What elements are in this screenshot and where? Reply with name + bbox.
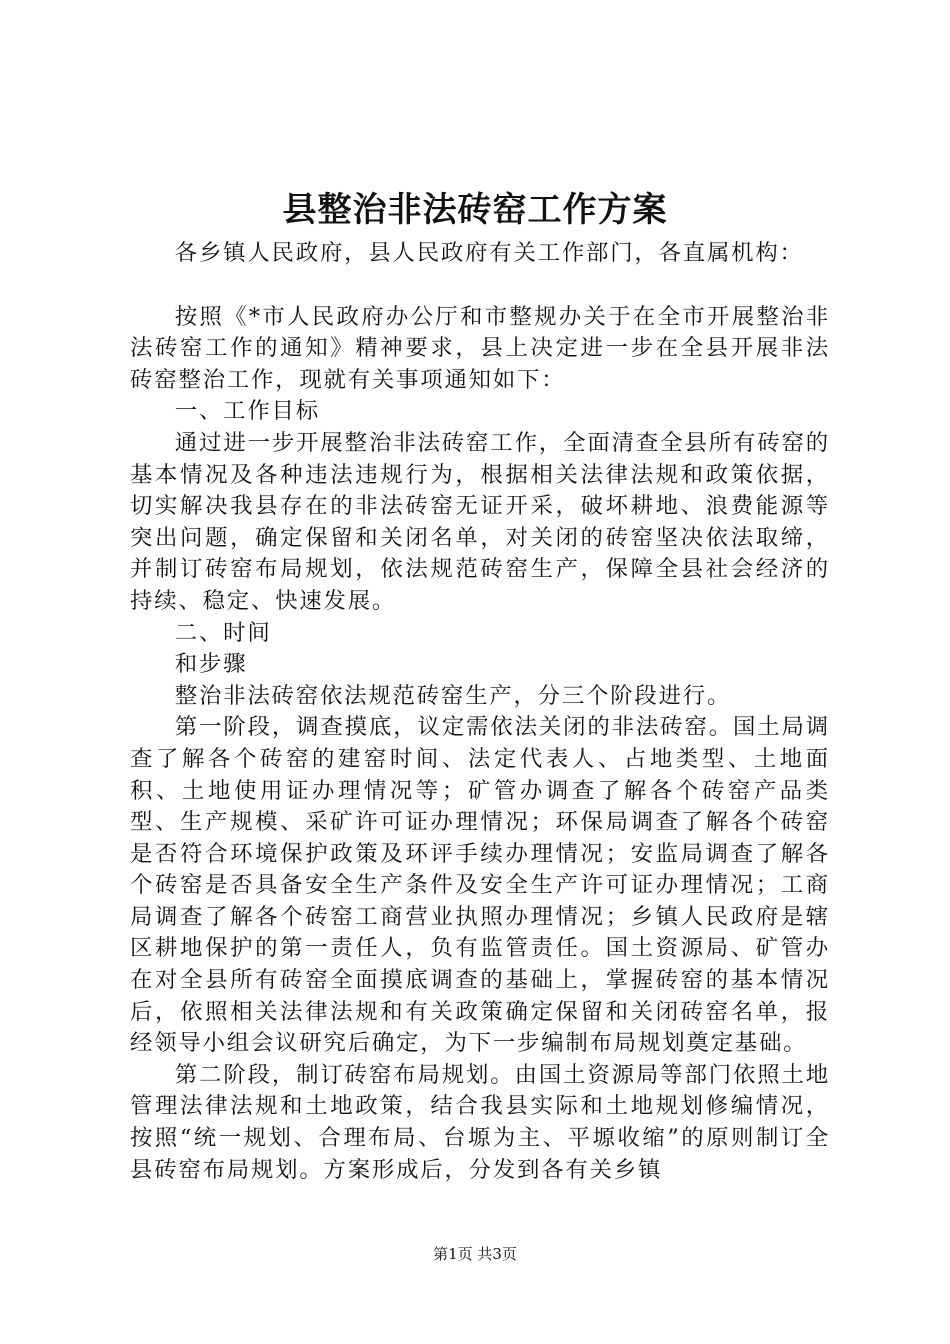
paragraph-stage-two: 第二阶段，制订砖窑布局规划。由国土资源局等部门依照土地管理法律法规和土地政策，结合我县实际和土地规划修编情况，按照“统一规划、合理布局、台塬为主、平塬收缩”的原则制订全县砖窑布局规划。方案形成后，分发到各有关乡镇 xyxy=(130,1061,830,1183)
paragraph-stage-one: 第一阶段，调查摸底，议定需依法关闭的非法砖窑。国土局调查了解各个砖窑的建窑时间、法定代表人、占地类型、土地面积、土地使用证办理情况等；矿管办调查了解各个砖窑产品类型、生产规模、采矿许可证办理情况；环保局调查了解各个砖窑是否符合环境保护政策及环评手续办理情况；安监局调查了解各个砖窑是否具备安全生产条件及安全生产许可证办理情况；工商局调查了解各个砖窑工商营业执照办理情况；乡镇人民政府是辖区耕地保护的第一责任人，负有监管责任。国土资源局、矿管办在对全县所有砖窑全面摸底调查的基础上，掌握砖窑的基本情况后，依照相关法律法规和有关政策确定保留和关闭砖窑名单，报经领导小组会议研究后确定，为下一步编制布局规划奠定基础。 xyxy=(130,714,830,1057)
heading-time: 二、时间 xyxy=(174,619,272,646)
page-number-footer: 第1页 共3页 xyxy=(433,1245,517,1263)
paragraph-work-goal: 通过进一步开展整治非法砖窑工作，全面清查全县所有砖窑的基本情况及各种违法违规行为，根据相关法律法规和政策依据，切实解决我县存在的非法砖窑无证开采，破坏耕地、浪费能源等突出问题，确定保留和关闭名单，对关闭的砖窑坚决依法取缔，并制订砖窑布局规划，依法规范砖窑生产，保障全县社会经济的持续、稳定、快速发展。 xyxy=(130,429,830,614)
document-body xyxy=(130,238,830,1186)
paragraph-gap xyxy=(130,270,830,302)
paragraph-three-stages: 整治非法砖窑依法规范砖窑生产，分三个阶段进行。 xyxy=(174,682,732,709)
document-title: 县整治非法砖窑工作方案 xyxy=(282,190,668,230)
salutation: 各乡镇人民政府，县人民政府有关工作部门，各直属机构： xyxy=(174,240,804,266)
heading-steps: 和步骤 xyxy=(174,651,248,678)
paragraph-intro: 按照《*市人民政府办公厅和市整规办关于在全市开展整治非法砖窑工作的通知》精神要求，县上决定进一步在全县开展非法砖窑整治工作，现就有关事项通知如下： xyxy=(130,303,830,393)
heading-work-goal: 一、工作目标 xyxy=(174,398,320,425)
